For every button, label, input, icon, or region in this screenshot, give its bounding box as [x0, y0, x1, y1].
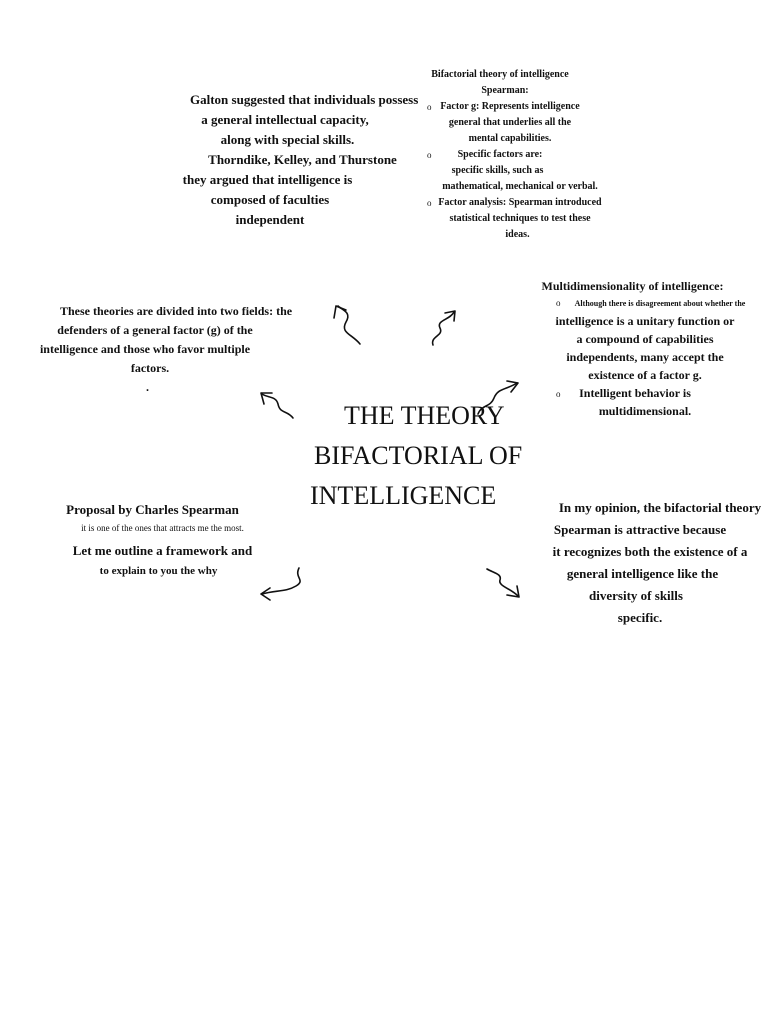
multidim-item: a compound of capabilities	[576, 332, 714, 346]
multidim-heading: Multidimensionality of intelligence:	[541, 279, 724, 293]
multidim-item: multidimensional.	[598, 404, 692, 418]
bifactorial-heading: Spearman:	[481, 85, 529, 96]
galton-line: Galton suggested that individuals possess	[190, 92, 419, 107]
title-line: BIFACTORIAL OF	[314, 441, 523, 470]
fields-line: .	[146, 380, 149, 394]
proposal-line: it is one of the ones that attracts me the most.	[81, 523, 244, 533]
bifactorial-item: mathematical, mechanical or verbal.	[442, 181, 598, 192]
multidim-item: intelligence is a unitary function or	[555, 314, 735, 328]
bifactorial-item: specific skills, such as	[451, 165, 544, 176]
bifactorial-item: general that underlies all the	[448, 117, 572, 128]
arrow-upper-left-icon	[334, 306, 360, 344]
proposal-line: Proposal by Charles Spearman	[66, 502, 239, 517]
bifactorial-item: Factor analysis: Spearman introduced	[438, 197, 602, 208]
bullet-marker: o	[427, 102, 432, 112]
bullet-marker: o	[556, 298, 561, 308]
opinion-line: diversity of skills	[589, 588, 683, 603]
title-line: INTELLIGENCE	[310, 481, 497, 510]
galton-line: independent	[235, 212, 305, 227]
proposal-line: Let me outline a framework and	[72, 543, 253, 558]
galton-line: Thorndike, Kelley, and Thurstone	[208, 152, 397, 167]
multidim-item: existence of a factor g.	[588, 368, 702, 382]
proposal-line: to explain to you the why	[99, 565, 218, 577]
fields-line: These theories are divided into two fields: the	[60, 304, 293, 318]
galton-line: along with special skills.	[220, 132, 355, 147]
bullet-marker: o	[556, 389, 561, 399]
multidim-item: Intelligent behavior is	[579, 386, 691, 400]
bifactorial-item: mental capabilities.	[468, 133, 552, 144]
galton-line: composed of faculties	[210, 192, 330, 207]
galton-line: they argued that intelligence is	[182, 172, 353, 187]
bifactorial-item: ideas.	[505, 229, 530, 240]
title-line: THE THEORY	[344, 401, 505, 430]
opinion-line: In my opinion, the bifactorial theory	[558, 500, 762, 515]
fields-line: intelligence and those who favor multiple	[39, 342, 251, 356]
fields-line: factors.	[130, 361, 170, 375]
bifactorial-item: statistical techniques to test these	[449, 213, 591, 224]
fields-line: defenders of a general factor (g) of the	[57, 323, 253, 337]
multidim-item: independents, many accept the	[566, 350, 724, 364]
opinion-line: general intelligence like the	[566, 566, 719, 581]
arrow-upper-right-icon	[433, 311, 455, 345]
arrow-lower-left-icon	[261, 568, 300, 600]
arrow-lower-right-icon	[487, 569, 519, 597]
galton-line: a general intellectual capacity,	[201, 112, 369, 127]
bullet-marker: o	[427, 150, 432, 160]
bifactorial-item: Factor g: Represents intelligence	[440, 101, 580, 112]
multidim-item: Although there is disagreement about whether the	[574, 299, 746, 308]
opinion-line: Spearman is attractive because	[553, 522, 727, 537]
arrow-right-icon	[478, 381, 518, 414]
opinion-line: specific.	[617, 610, 663, 625]
bullet-marker: o	[427, 198, 432, 208]
bifactorial-item: Specific factors are:	[457, 149, 543, 160]
arrow-left-icon	[261, 393, 293, 418]
bifactorial-heading: Bifactorial theory of intelligence	[431, 69, 569, 80]
opinion-line: it recognizes both the existence of a	[552, 544, 748, 559]
